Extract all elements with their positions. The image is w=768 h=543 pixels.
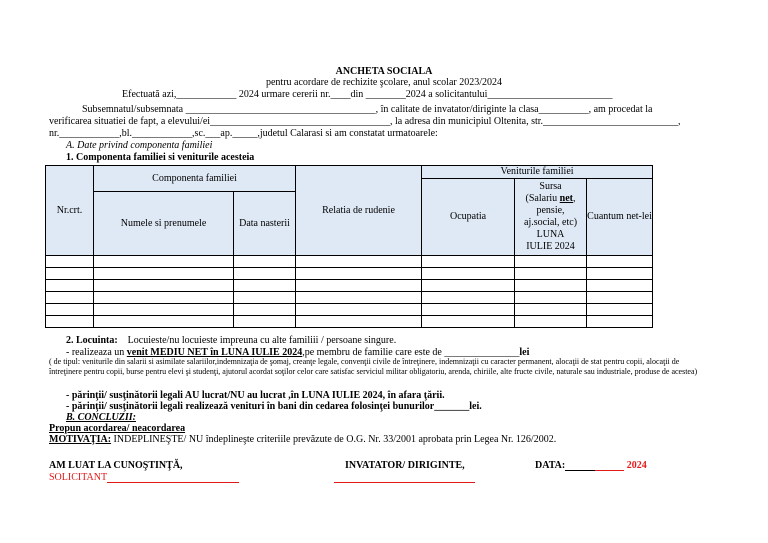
table-row (46, 304, 653, 316)
table-row (46, 292, 653, 304)
venit-mid: ,pe membru de familie care este de _______________ (302, 347, 520, 358)
solicitant-signature-line (107, 482, 239, 483)
intro-line-3: verificarea situatiei de fapt, a elevului/ei____________________________________, la adresa din municipiul Oltenita, str.___________________________, (49, 116, 681, 127)
invatator-signature (334, 472, 475, 483)
table-cell[interactable] (46, 256, 94, 268)
locuinta-line (66, 335, 396, 346)
table-cell[interactable] (296, 280, 422, 292)
income-types-note: ( de tipul: veniturile din salarii si asimilate salariilor,indemnizaţia de şomaj, creanţe legale, convenţii civile de întreţinere, indemnizaţii cu caracter permanent, alocaţii de stat pentru copii, alocaţii de întreţinere pentru copii, burse pentru elevi şi studenţi, ajutorul acordat soţilor celor care satisfac serviciul militar obligatoriu, arenda, chiriile, alte fructe civile, naturale sau industriale, produse de acestea) (49, 357, 698, 376)
table-cell[interactable] (234, 304, 296, 316)
sursa-line-6: IULIE 2024 (526, 241, 575, 252)
intro-line-2: Subsemnatul/subsemnata ______________________________________, în calitate de invatator/diriginte la clasa__________, am procedat la (82, 104, 653, 115)
table-cell[interactable] (422, 268, 515, 280)
table-cell[interactable] (234, 292, 296, 304)
header-relatia: Relatia de rudenie (296, 166, 422, 256)
motivatia-line (49, 434, 556, 445)
table-row (46, 268, 653, 280)
header-nr-crt: Nr.crt. (46, 166, 94, 256)
table-cell[interactable] (422, 256, 515, 268)
table-cell[interactable] (46, 292, 94, 304)
table-cell[interactable] (422, 292, 515, 304)
table-cell[interactable] (296, 304, 422, 316)
table-cell[interactable] (94, 256, 234, 268)
locuinta-text: Locuieste/nu locuieste impreuna cu alte familiii / persoane singure. (127, 335, 397, 346)
propun-line: Propun acordarea/ neacordarea (49, 423, 186, 434)
intro-line-4: nr.____________,bl.____________,sc.___ap._____,judetul Calarasi si am constatat urmatoarele: (49, 128, 438, 139)
document-subtitle: pentru acordare de rechizite şcolare, anul scolar 2023/2024 (265, 77, 502, 88)
table-row (46, 256, 653, 268)
concluzii-heading: B. CONCLUZII: (66, 412, 137, 423)
table-row (46, 280, 653, 292)
table-cell[interactable] (296, 316, 422, 328)
table-cell[interactable] (587, 292, 653, 304)
table-cell[interactable] (587, 268, 653, 280)
table-cell[interactable] (422, 280, 515, 292)
data-label: DATA: (535, 460, 566, 471)
table-cell[interactable] (296, 292, 422, 304)
table-cell[interactable] (515, 316, 587, 328)
table-cell[interactable] (46, 304, 94, 316)
header-veniturile: Veniturile familiei (422, 166, 653, 179)
motivatia-text: INDEPLINEŞTE/ NU îndeplineşte criteriile prevăzute de O.G. Nr. 33/2001 aprobata prin Legea Nr. 126/2002. (111, 434, 557, 445)
venit-bold: venit MEDIU NET în LUNA IULIE 2024 (126, 347, 303, 358)
header-data-nasterii: Data nasterii (234, 192, 296, 256)
document-title: ANCHETA SOCIALA (335, 66, 433, 77)
table-cell[interactable] (234, 316, 296, 328)
invatator-signature-line (334, 482, 475, 483)
data-line (535, 460, 647, 471)
table-cell[interactable] (296, 268, 422, 280)
table-cell[interactable] (587, 280, 653, 292)
venit-pre: - realizeaza un (66, 347, 127, 358)
data-blank-black (565, 470, 595, 471)
parinti-line-1: - părinţii/ susţinătorii legali AU lucrat/NU au lucrat ,în LUNA IULIE 2024, în afara ţării. (66, 390, 445, 401)
table-cell[interactable] (515, 292, 587, 304)
table-cell[interactable] (46, 280, 94, 292)
table-cell[interactable] (234, 268, 296, 280)
sursa-line-2 (515, 193, 586, 205)
table-cell[interactable] (422, 304, 515, 316)
locuinta-label: 2. Locuinta: (66, 335, 118, 346)
am-luat-label: AM LUAT LA CUNOŞTINŢĂ, (49, 460, 183, 471)
sursa-line-3: pensie, (536, 205, 565, 216)
table-cell[interactable] (94, 280, 234, 292)
section-1-heading: 1. Componenta familiei si veniturile acesteia (66, 152, 255, 163)
table-cell[interactable] (515, 304, 587, 316)
table-cell[interactable] (587, 256, 653, 268)
sursa-line-2a: (Salariu (525, 193, 560, 204)
table-cell[interactable] (515, 268, 587, 280)
table-cell[interactable] (94, 304, 234, 316)
table-cell[interactable] (515, 256, 587, 268)
sursa-line-2c: , (573, 193, 576, 204)
family-table (45, 165, 653, 328)
table-cell[interactable] (515, 280, 587, 292)
intro-line-1: Efectuată azi,____________ 2024 urmare cererii nr.____din ________2024 a solicitantului_________________________ (122, 89, 613, 100)
table-cell[interactable] (422, 316, 515, 328)
parinti-line-2: - părinţii/ susţinătorii legali realizează venituri în bani din cedarea folosinţei bunurilor_______lei. (66, 401, 482, 412)
table-cell[interactable] (46, 268, 94, 280)
sursa-line-1: Sursa (539, 181, 562, 192)
table-cell[interactable] (587, 316, 653, 328)
invatator-label: INVATATOR/ DIRIGINTE, (345, 460, 465, 471)
solicitant-label: SOLICITANT (49, 472, 108, 483)
table-cell[interactable] (94, 268, 234, 280)
header-ocupatia: Ocupatia (422, 179, 515, 256)
table-cell[interactable] (296, 256, 422, 268)
header-sursa (515, 179, 587, 256)
header-nume: Numele si prenumele (94, 192, 234, 256)
data-blank-red (595, 470, 624, 471)
sursa-line-4: aj.social, etc) (524, 217, 578, 228)
table-cell[interactable] (587, 304, 653, 316)
data-year: 2024 (626, 460, 647, 471)
sursa-line-5: LUNA (536, 229, 565, 240)
table-cell[interactable] (94, 316, 234, 328)
table-cell[interactable] (94, 292, 234, 304)
sursa-net: net (559, 193, 574, 204)
table-row (46, 316, 653, 328)
table-cell[interactable] (234, 280, 296, 292)
motivatia-label: MOTIVAŢIA: (49, 434, 112, 445)
solicitant-line (49, 472, 239, 483)
section-a-heading: A. Date privind componenta familiei (66, 140, 213, 151)
table-cell[interactable] (46, 316, 94, 328)
venit-lei: lei (519, 347, 530, 358)
header-cuantum: Cuantum net-lei (587, 179, 653, 256)
table-cell[interactable] (234, 256, 296, 268)
header-componenta: Componenta familiei (94, 166, 296, 192)
